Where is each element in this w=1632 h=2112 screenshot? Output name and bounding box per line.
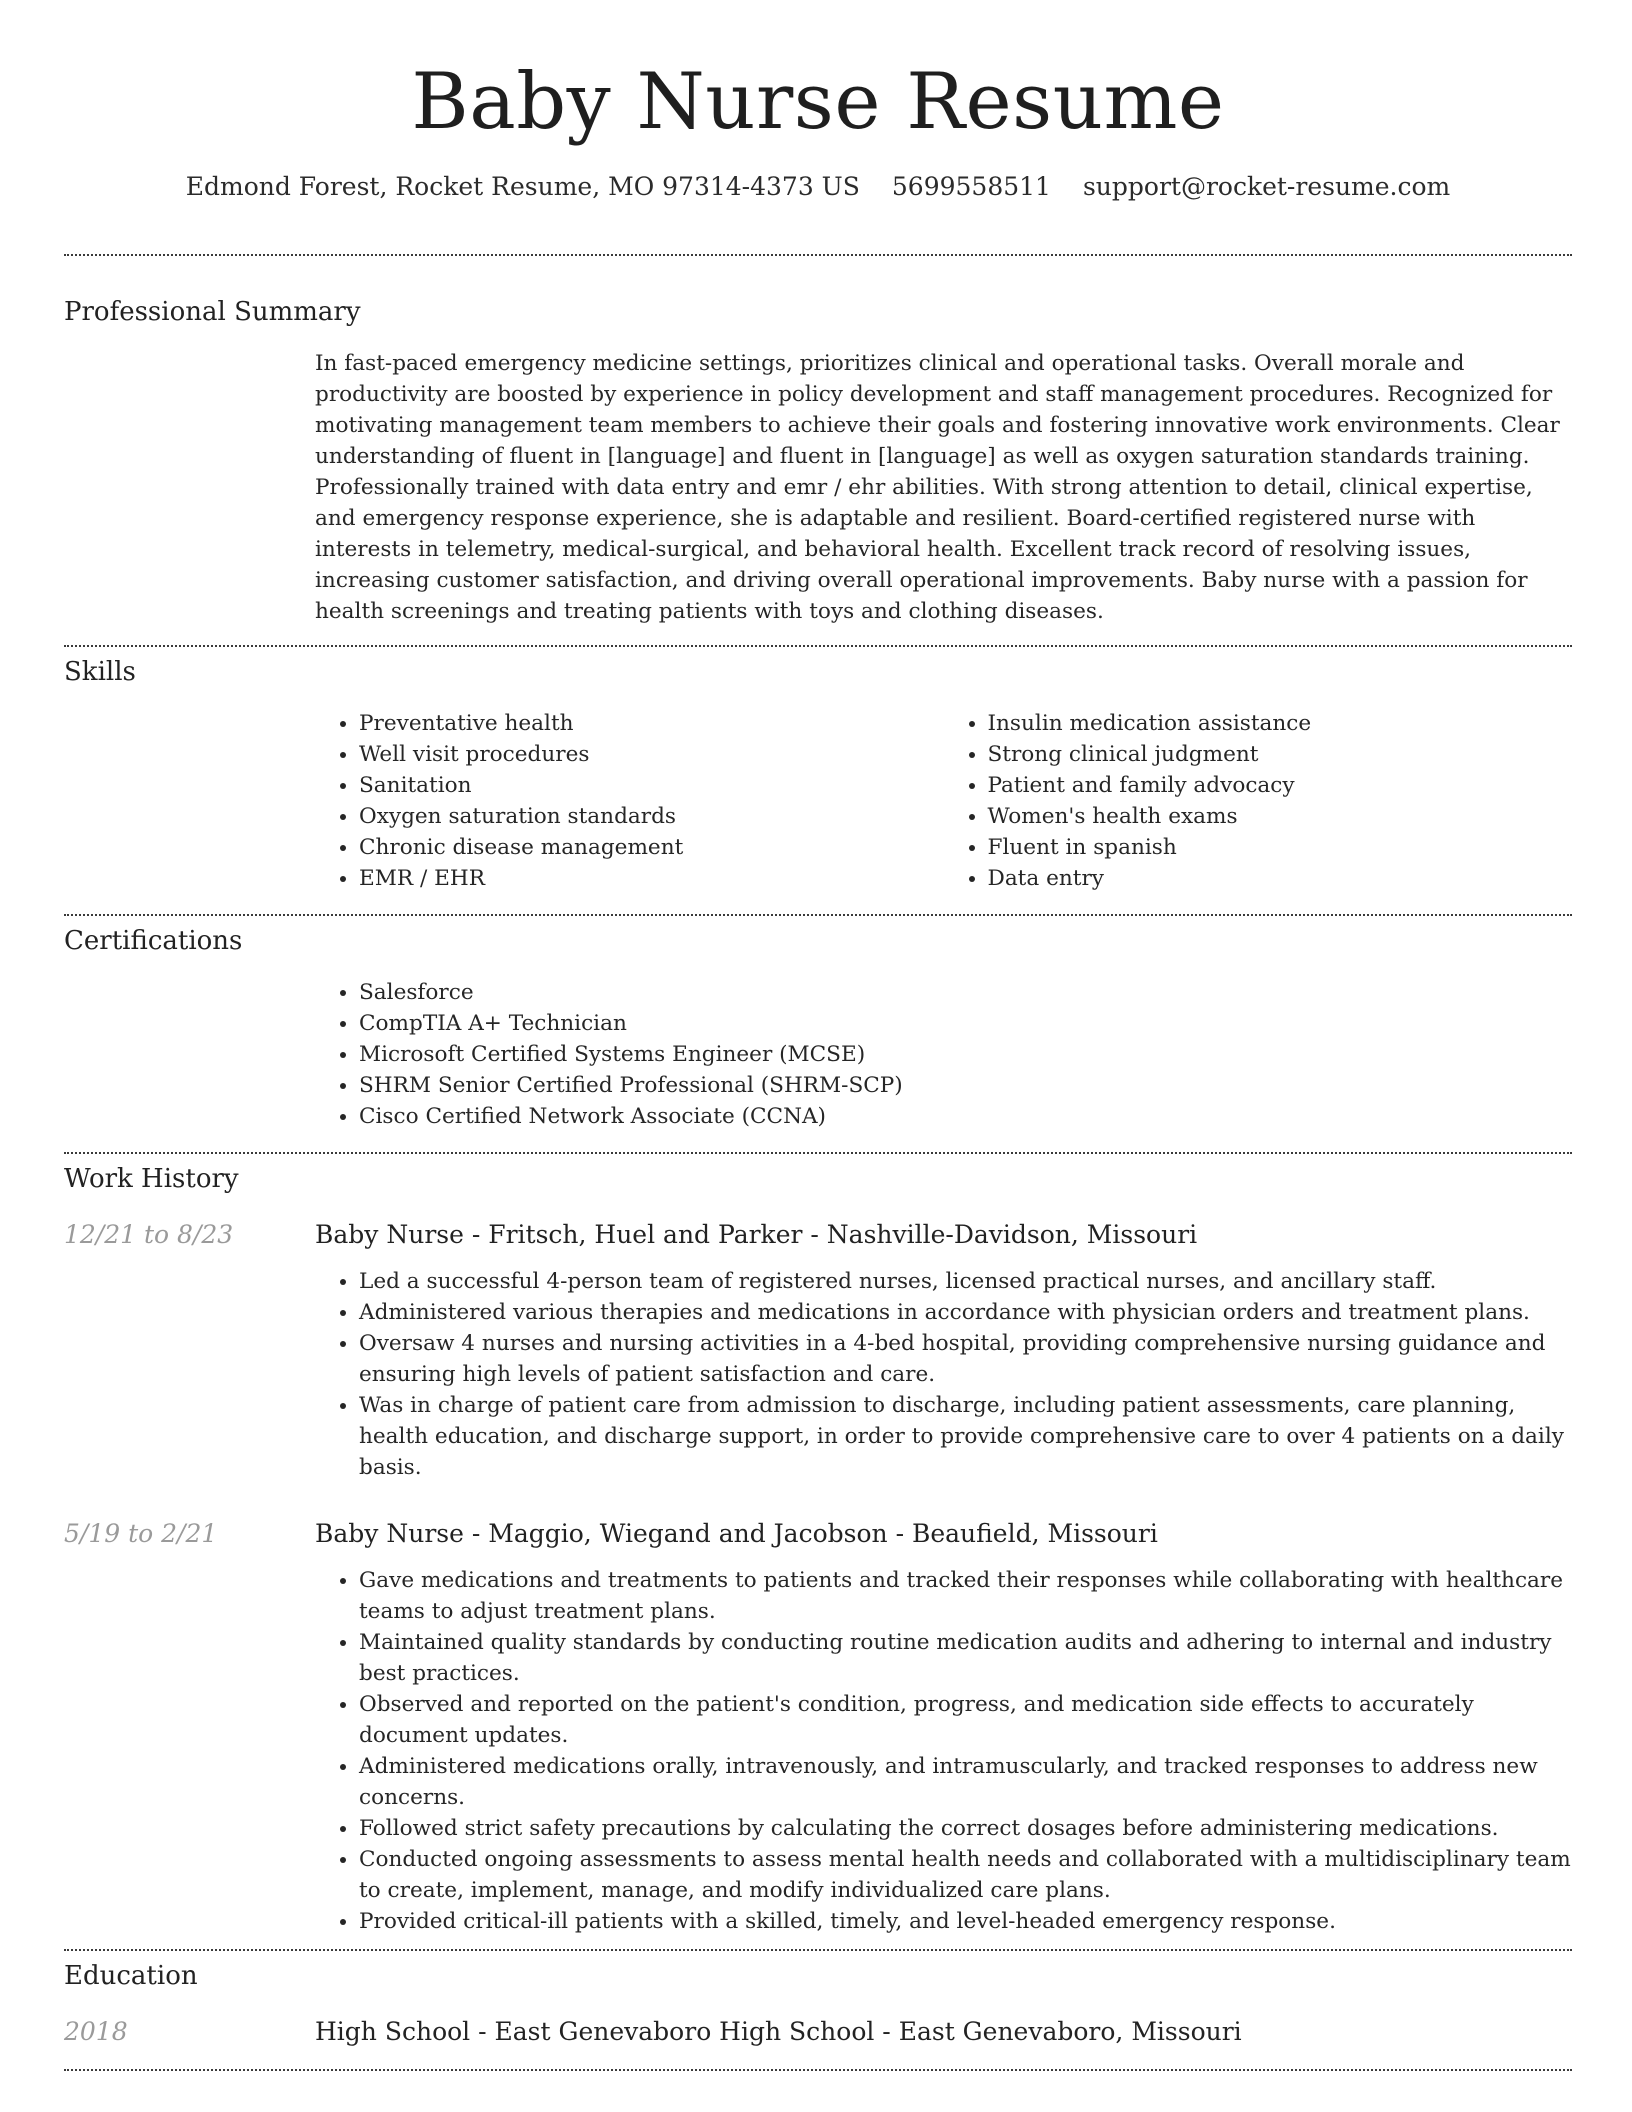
job-entry-header (64, 1517, 1572, 1551)
list-item: • Administered various therapies and medications in accordance with physician orders and treatment plans. (359, 1297, 1572, 1328)
divider (64, 2069, 1572, 2071)
resume-page (64, 0, 1572, 2071)
skills-list-right (944, 708, 1573, 894)
list-item: • Well visit procedures (359, 739, 944, 770)
section-title-work-history: Work History (64, 1164, 239, 1194)
list-item: • Maintained quality standards by conducting routine medication audits and adhering to internal and industry best practices. (359, 1627, 1572, 1689)
contact-phone: 5699558511 (891, 172, 1051, 201)
contact-line (64, 170, 1572, 204)
list-item: • CompTIA A+ Technician (359, 1008, 1572, 1039)
job-bullets (315, 1565, 1572, 1937)
job-dates: 5/19 to 2/21 (64, 1519, 218, 1548)
job-title: Baby Nurse - Maggio, Wiegand and Jacobson - Beaufield, Missouri (315, 1519, 1158, 1548)
list-item: • Administered medications orally, intravenously, and intramuscularly, and tracked responses to address new concerns. (359, 1751, 1572, 1813)
list-item: • Oxygen saturation standards (359, 801, 944, 832)
job-entry-header (64, 1218, 1572, 1252)
list-item: • EMR / EHR (359, 863, 944, 894)
job-title: Baby Nurse - Fritsch, Huel and Parker - Nashville-Davidson, Missouri (315, 1220, 1198, 1249)
section-title-skills: Skills (64, 657, 136, 687)
section-title-certifications: Certifications (64, 926, 243, 956)
list-item: • Was in charge of patient care from admission to discharge, including patient assessments, care planning, health education, and discharge support, in order to provide comprehensive care to over 4 patients on a daily basis. (359, 1390, 1572, 1483)
list-item: • Fluent in spanish (988, 832, 1573, 863)
work-history-section (64, 1154, 1572, 1937)
list-item: • Microsoft Certified Systems Engineer (MCSE) (359, 1039, 1572, 1070)
list-item: • Strong clinical judgment (988, 739, 1573, 770)
education-year: 2018 (64, 2017, 128, 2046)
list-item: • Provided critical-ill patients with a skilled, timely, and level-headed emergency response. (359, 1906, 1572, 1937)
list-item: • Chronic disease management (359, 832, 944, 863)
list-item: • Cisco Certified Network Associate (CCNA) (359, 1101, 1572, 1132)
skills-columns (315, 708, 1572, 894)
list-item: • Salesforce (359, 977, 1572, 1008)
list-item: • Preventative health (359, 708, 944, 739)
job-details (315, 1266, 1572, 1483)
list-item: • Gave medications and treatments to patients and tracked their responses while collaborating with healthcare teams to adjust treatment plans. (359, 1565, 1572, 1627)
list-item: • Sanitation (359, 770, 944, 801)
certifications-list (315, 977, 1572, 1132)
education-section (64, 1951, 1572, 2049)
contact-address: Edmond Forest, Rocket Resume, MO 97314-4373 US (185, 172, 860, 201)
list-item: • SHRM Senior Certified Professional (SHRM-SCP) (359, 1070, 1572, 1101)
list-item: • Data entry (988, 863, 1573, 894)
summary-text: In fast-paced emergency medicine settings, prioritizes clinical and operational tasks. Overall morale and productivity are boosted by experience in policy development and staff management procedures. Recognized for motivating management team members to achieve their goals and fostering innovative work environments. Clear understanding of fluent in [language] and fluent in [language] as well as oxygen saturation standards training. Professionally trained with data entry and emr / ehr abilities. With strong attention to detail, clinical expertise, and emergency response experience, she is adaptable and resilient. Board-certified registered nurse with interests in telemetry, medical-surgical, and behavioral health. Excellent track record of resolving issues, increasing customer satisfaction, and driving overall operational improvements. Baby nurse with a passion for health screenings and treating patients with toys and clothing diseases. (315, 351, 1560, 624)
section-title-summary: Professional Summary (64, 297, 361, 327)
certifications-section (64, 916, 1572, 1132)
list-item: • Observed and reported on the patient's condition, progress, and medication side effects to accurately document updates. (359, 1689, 1572, 1751)
list-item: • Led a successful 4-person team of registered nurses, licensed practical nurses, and ancillary staff. (359, 1266, 1572, 1297)
job-details (315, 1565, 1572, 1937)
certifications-content (315, 977, 1572, 1132)
list-item: • Conducted ongoing assessments to assess mental health needs and collaborated with a multidisciplinary team to create, implement, manage, and modify individualized care plans. (359, 1844, 1572, 1906)
skills-section (64, 647, 1572, 894)
education-title: High School - East Genevaboro High School - East Genevaboro, Missouri (315, 2017, 1242, 2046)
list-item: • Patient and family advocacy (988, 770, 1573, 801)
list-item: • Followed strict safety precautions by calculating the correct dosages before administering medications. (359, 1813, 1572, 1844)
list-item: • Women's health exams (988, 801, 1573, 832)
section-title-education: Education (64, 1961, 198, 1991)
contact-email: support@rocket-resume.com (1082, 172, 1451, 201)
skills-list-left (315, 708, 944, 894)
resume-title: Baby Nurse Resume (411, 57, 1225, 147)
summary-section (64, 256, 1572, 627)
job-dates: 12/21 to 8/23 (64, 1220, 234, 1249)
education-entry (64, 2015, 1572, 2049)
job-bullets (315, 1266, 1572, 1483)
list-item: • Insulin medication assistance (988, 708, 1573, 739)
list-item: • Oversaw 4 nurses and nursing activities in a 4-bed hospital, providing comprehensive nursing guidance and ensuring high levels of patient satisfaction and care. (359, 1328, 1572, 1390)
